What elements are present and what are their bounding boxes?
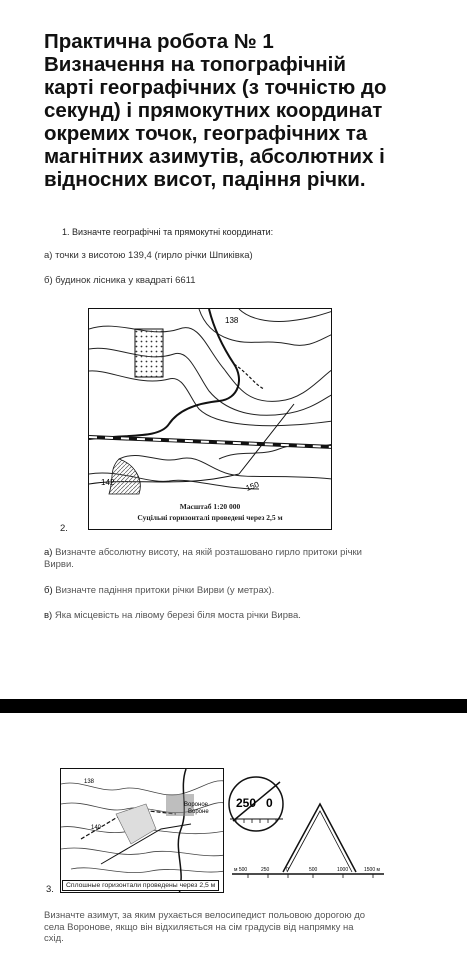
scale-tick-label: 500 — [309, 867, 318, 873]
map1-caption — [89, 497, 331, 529]
scale-tick-label: 1500 м — [364, 867, 380, 873]
map1-label-142: 142 — [101, 478, 115, 487]
scale-tick-label: 0 — [286, 867, 289, 873]
scale-tick-label: 250 — [261, 867, 270, 873]
scale-prefix: м 500 — [234, 867, 248, 873]
title-line: окремих точок, географічних та — [44, 122, 368, 145]
task2-question-c — [44, 610, 301, 622]
task2-a-text: Визначте абсолютну висоту, на якій розташовано гирло притоки річки — [52, 547, 362, 558]
task1-heading: 1. Визначте географічні та прямокутні координати: — [62, 227, 274, 237]
scale-tick-label: 1000 — [337, 867, 349, 873]
title-line: Практична робота № 1 — [44, 30, 274, 53]
task1-question-b: б) будинок лісника у квадраті 6611 — [44, 275, 196, 286]
map3-caption: Сплошные горизонтали проведены через 2,5 м — [62, 880, 219, 891]
map3-label-140: 140 — [91, 825, 102, 831]
separator-bar — [0, 699, 467, 713]
title-line: карті географічних (з точністю до — [44, 76, 387, 99]
topographic-map-3 — [60, 768, 224, 893]
task2-c-prefix: в) — [44, 610, 53, 621]
task3-text-line: села Воронове, якщо він відхиляється на сім градусів від напрямку на — [44, 921, 354, 933]
map3-village-label-2: Вороне — [188, 809, 209, 815]
task3-text-line: схід. — [44, 933, 64, 944]
task3-text-line: Визначте азимут, за яким рухається велосипедист польовою дорогою до — [44, 910, 366, 921]
task3-question — [44, 910, 444, 945]
map3-label-138: 138 — [84, 779, 95, 785]
task3-number: 3. — [46, 884, 54, 895]
task2-b-text: Визначте падіння притоки річки Вирви (у метрах). — [52, 585, 275, 596]
task2-number: 2. — [60, 523, 68, 534]
protractor-zero: 0 — [266, 796, 273, 810]
protractor-label: 250 — [236, 796, 257, 810]
map1-contour-note: Суцільні горизонталі проведені через 2,5 м — [137, 513, 283, 522]
map1-scale: Масштаб 1:20 000 — [179, 502, 241, 511]
task2-a-text-2: Вирви. — [44, 559, 74, 570]
task2-question-a — [44, 547, 362, 571]
task2-b-prefix: б) — [44, 585, 53, 596]
map1-label-138: 138 — [225, 316, 239, 325]
topographic-map-1 — [88, 308, 332, 530]
map3-village-label-1: Вороное — [184, 802, 208, 808]
task2-a-prefix: а) — [44, 547, 53, 558]
map3-drawing — [61, 769, 224, 893]
title-line: магнітних азимутів, абсолютних і — [44, 145, 385, 168]
triangle-diagram — [283, 804, 356, 872]
task1-question-a: а) точки з висотою 139,4 (гирло річки Шпиківка) — [44, 250, 253, 261]
title-line: секунд) і прямокутних координат — [44, 99, 383, 122]
page-title — [44, 30, 444, 191]
title-line: Визначення на топографічній — [44, 53, 346, 76]
title-line: відносних висот, падіння річки. — [44, 168, 366, 191]
map1-label-150: 150 — [244, 479, 261, 493]
task2-question-b — [44, 585, 274, 597]
protractor-ticks — [236, 819, 276, 823]
task2-c-text: Яка місцевість на лівому березі біля моста річки Вирва. — [52, 610, 301, 621]
scale-diagram — [228, 764, 388, 894]
